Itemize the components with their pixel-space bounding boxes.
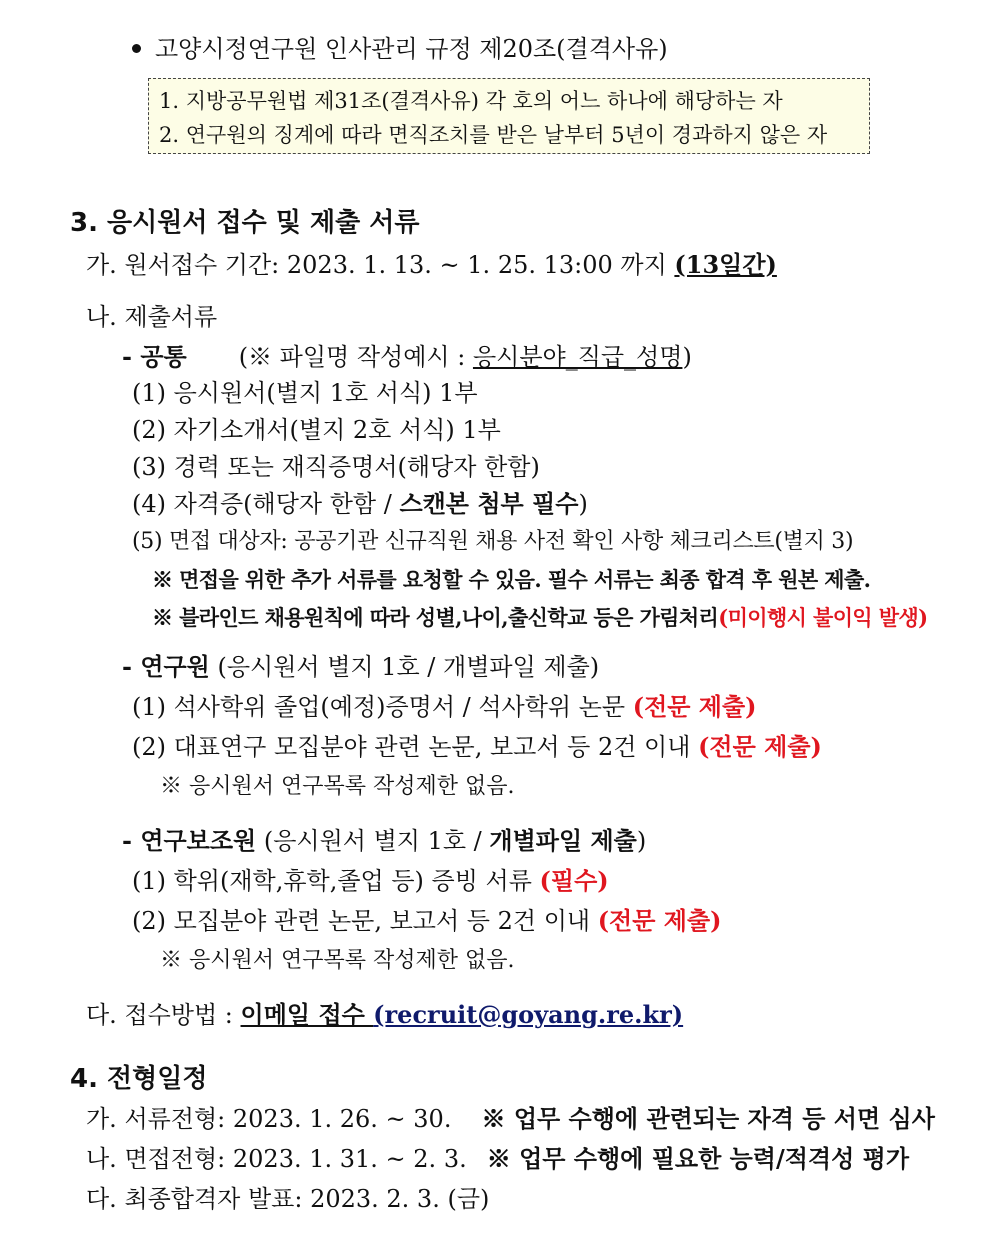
common-item-3: (3) 경력 또는 재직증명서(해당자 한함): [132, 453, 540, 481]
period-days: (13일간): [674, 250, 777, 279]
researcher-label-line: - 연구원 (응시원서 별지 1호 / 개별파일 제출): [122, 652, 600, 681]
section3-heading: 3. 응시원서 접수 및 제출 서류: [70, 208, 420, 238]
notice-blind: ※ 블라인드 채용원칙에 따라 성별,나이,출신학교 등은 가림처리(미이행시 불이익 발생): [152, 605, 928, 630]
assistant-item-2: (2) 모집분야 관련 논문, 보고서 등 2건 이내 (전문 제출): [132, 906, 722, 935]
filename-example: 응시분야_직급_성명: [472, 343, 683, 371]
notice-extra-docs: ※ 면접을 위한 추가 서류를 요청할 수 있음. 필수 서류는 최종 합격 후 원본 제출.: [152, 567, 871, 592]
common-item-5: (5) 면접 대상자: 공공기관 신규직원 채용 사전 확인 사항 체크리스트(별지 3): [132, 529, 854, 554]
docs-title: 나. 제출서류: [86, 303, 218, 331]
common-label: - 공통: [122, 342, 187, 371]
common-item-1: (1) 응시원서(별지 1호 서식) 1부: [132, 379, 478, 407]
section4-heading: 4. 전형일정: [70, 1064, 208, 1094]
schedule-row-2: 나. 면접전형: 2023. 1. 31. ~ 2. 3. ※ 업무 수행에 필요한 능력/적격성 평가: [86, 1144, 910, 1173]
assistant-label: - 연구보조원: [122, 826, 257, 855]
regulation-title: 고양시정연구원 인사관리 규정 제20조(결격사유): [132, 34, 668, 64]
common-item-2: (2) 자기소개서(별지 2호 서식) 1부: [132, 416, 501, 444]
regulation-box: [148, 78, 870, 154]
schedule-row-1: 가. 서류전형: 2023. 1. 26. ~ 30. ※ 업무 수행에 관련되는 자격 등 서면 심사: [86, 1104, 935, 1133]
regulation-item-2: 2. 연구원의 징계에 따라 면직조치를 받은 날부터 5년이 경과하지 않은 자: [159, 123, 828, 147]
regulation-item-1: 1. 지방공무원법 제31조(결격사유) 각 호의 어느 하나에 해당하는 자: [159, 89, 783, 113]
email-link[interactable]: (recruit@goyang.re.kr): [373, 1000, 684, 1029]
researcher-item-2: (2) 대표연구 모집분야 관련 논문, 보고서 등 2건 이내 (전문 제출): [132, 732, 822, 761]
assistant-note: ※ 응시원서 연구목록 작성제한 없음.: [160, 948, 515, 973]
schedule-row-3: 다. 최종합격자 발표: 2023. 2. 3. (금): [86, 1185, 490, 1213]
assistant-item-1: (1) 학위(재학,휴학,졸업 등) 증빙 서류 (필수): [132, 866, 609, 895]
common-label-line: - 공통 (※ 파일명 작성예시 : 응시분야_직급_성명): [122, 342, 692, 371]
assistant-label-line: - 연구보조원 (응시원서 별지 1호 / 개별파일 제출): [122, 826, 647, 855]
researcher-note: ※ 응시원서 연구목록 작성제한 없음.: [160, 774, 515, 799]
researcher-label: - 연구원: [122, 652, 210, 681]
application-period: 가. 원서접수 기간: 2023. 1. 13. ~ 1. 25. 13:00 까지 (13일간): [86, 250, 777, 279]
common-item-4: (4) 자격증(해당자 한함 / 스캔본 첨부 필수): [132, 489, 588, 518]
application-method: 다. 접수방법 : 이메일 접수 (recruit@goyang.re.kr): [86, 1000, 684, 1029]
researcher-item-1: (1) 석사학위 졸업(예정)증명서 / 석사학위 논문 (전문 제출): [132, 692, 757, 721]
bullet-icon: [132, 44, 141, 53]
